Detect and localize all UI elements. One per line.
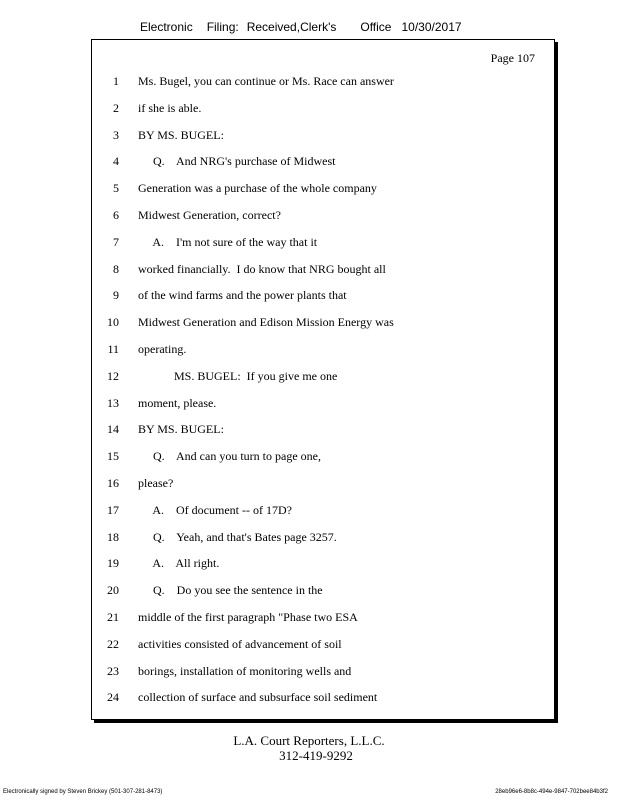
line-number: 19: [107, 556, 119, 571]
filing-header-part5: 10/30/2017: [401, 20, 462, 34]
line-number: 9: [113, 288, 119, 303]
transcript-line: [92, 73, 554, 89]
line-text: Ms. Bugel, you can continue or Ms. Race can answer: [138, 74, 394, 88]
line-number: 12: [107, 368, 119, 383]
line-number: 13: [107, 395, 119, 410]
line-number: 18: [107, 529, 119, 544]
transcript-line: [92, 475, 554, 491]
line-text: borings, installation of monitoring wells and: [138, 663, 352, 678]
line-number: 17: [107, 502, 119, 517]
line-text: A. I'm not sure of the way that it: [138, 234, 318, 249]
line-text: operating.: [138, 342, 187, 356]
transcript-line: [92, 395, 554, 411]
line-text: Q. And can you turn to page one,: [138, 449, 321, 464]
line-text: A. Of document -- of 17D?: [138, 502, 292, 517]
line-text: moment, please.: [138, 395, 217, 410]
transcript-line: [92, 314, 554, 330]
line-number: 7: [113, 234, 119, 249]
transcript-line: [92, 421, 554, 437]
line-text: MS. BUGEL: If you give me one: [138, 368, 338, 383]
line-number: 14: [107, 422, 119, 437]
line-text: Generation was a purchase of the whole company: [138, 181, 377, 196]
transcript-line: [92, 636, 554, 652]
transcript-line: [92, 261, 554, 277]
line-number: 5: [113, 181, 119, 196]
line-text: activities consisted of advancement of soil: [138, 636, 342, 651]
line-text: Midwest Generation, correct?: [138, 208, 281, 222]
line-number: 22: [107, 636, 119, 651]
line-number: 24: [107, 690, 119, 705]
line-text: Q. Yeah, and that's Bates page 3257.: [138, 529, 337, 544]
filing-header: [140, 20, 462, 34]
transcript-line: [92, 609, 554, 625]
transcript-line: [92, 502, 554, 518]
signature-right: 28eb96e6-8b8c-494e-9847-702bee84b3f2: [495, 789, 608, 795]
transcript-line: [92, 689, 554, 705]
line-text: BY MS. BUGEL:: [138, 422, 224, 437]
line-number: 15: [107, 449, 119, 464]
transcript-line: [92, 448, 554, 464]
footer-phone: 312-419-9292: [279, 748, 353, 763]
transcript-line: [92, 529, 554, 545]
transcript-line: [92, 368, 554, 384]
transcript-line: [92, 127, 554, 143]
line-number: 2: [113, 100, 119, 115]
line-text: please?: [138, 476, 174, 490]
line-number: 23: [107, 663, 119, 678]
transcript-line: [92, 341, 554, 357]
line-text: middle of the first paragraph "Phase two ESA: [138, 610, 358, 624]
transcript-line: [92, 180, 554, 196]
transcript-line: [92, 234, 554, 250]
transcript-page: [91, 39, 555, 720]
line-text: if she is able.: [138, 100, 202, 115]
transcript-line: [92, 663, 554, 679]
line-number: 6: [113, 208, 119, 222]
transcript-line: [92, 153, 554, 169]
line-text: A. All right.: [138, 556, 220, 571]
transcript-line: [92, 555, 554, 571]
filing-header-part3: Received,Clerk's: [246, 20, 337, 34]
line-text: collection of surface and subsurface soil sediment: [138, 690, 378, 705]
line-number: 16: [107, 476, 119, 490]
line-number: 4: [113, 154, 119, 169]
line-number: 1: [113, 74, 119, 88]
line-number: 11: [107, 342, 119, 356]
page-number: Page 107: [490, 51, 535, 65]
filing-header-part2: Filing:: [206, 20, 239, 34]
line-number: 10: [107, 315, 119, 330]
filing-header-part1: Electronic: [140, 20, 193, 34]
transcript-line: [92, 207, 554, 223]
line-number: 20: [107, 583, 119, 598]
transcript-line: [92, 582, 554, 598]
line-number: 8: [113, 261, 119, 276]
transcript-line: [92, 287, 554, 303]
signature-left: Electronically signed by Steven Brickey (501-307-281-8473): [3, 789, 163, 795]
line-text: Q. Do you see the sentence in the: [138, 583, 323, 598]
transcript-line: [92, 100, 554, 116]
line-number: 21: [107, 610, 119, 624]
line-text: of the wind farms and the power plants that: [138, 288, 347, 303]
line-text: BY MS. BUGEL:: [138, 127, 224, 142]
filing-header-part4: Office: [360, 20, 392, 34]
footer-company: L.A. Court Reporters, L.L.C.: [233, 733, 385, 748]
line-text: Q. And NRG's purchase of Midwest: [138, 154, 336, 169]
line-text: worked financially. I do know that NRG bought all: [138, 261, 386, 276]
line-text: Midwest Generation and Edison Mission Energy was: [138, 315, 394, 330]
line-number: 3: [113, 127, 119, 142]
